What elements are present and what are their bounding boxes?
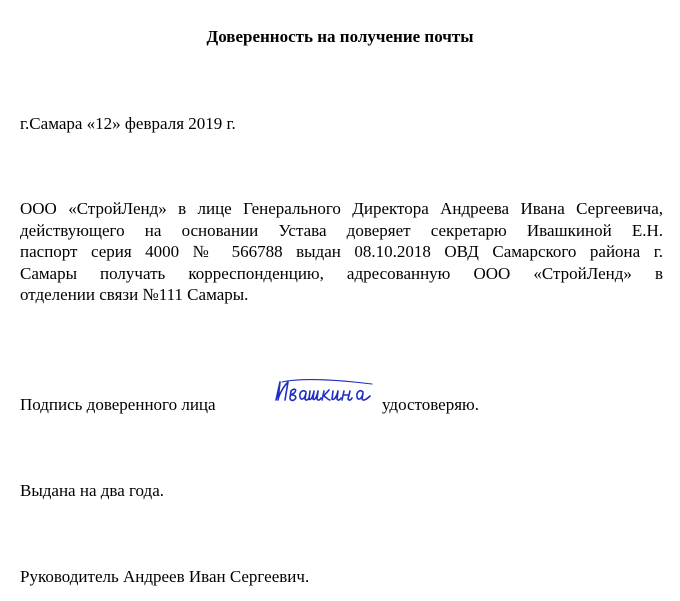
body-line: ООО «СтройЛенд» в лице Генерального Директора Андреева Ивана Сергеевича,	[20, 199, 663, 218]
validity-statement: Выдана на два года.	[20, 481, 164, 500]
body-line: действующего на основании Устава доверяет секретарю Ивашкиной Е.Н.	[20, 220, 663, 240]
body-line: Самары получать корреспонденцию, адресованную ООО «СтройЛенд» в	[20, 263, 663, 283]
place-and-date: г.Самара «12» февраля 2019 г.	[20, 114, 236, 133]
document-body	[20, 198, 663, 306]
head-signature-line: Руководитель Андреев Иван Сергеевич.	[20, 567, 310, 586]
body-line: отделении связи №111 Самары.	[20, 285, 249, 304]
signature-label: Подпись доверенного лица	[20, 395, 216, 414]
document-title: Доверенность на получение почты	[206, 27, 474, 46]
signature-certify-text: удостоверяю.	[382, 395, 479, 414]
handwritten-signature	[270, 374, 380, 410]
body-line: паспорт серия 4000 № 566788 выдан 08.10.2018 ОВД Самарского района г.	[20, 242, 663, 261]
